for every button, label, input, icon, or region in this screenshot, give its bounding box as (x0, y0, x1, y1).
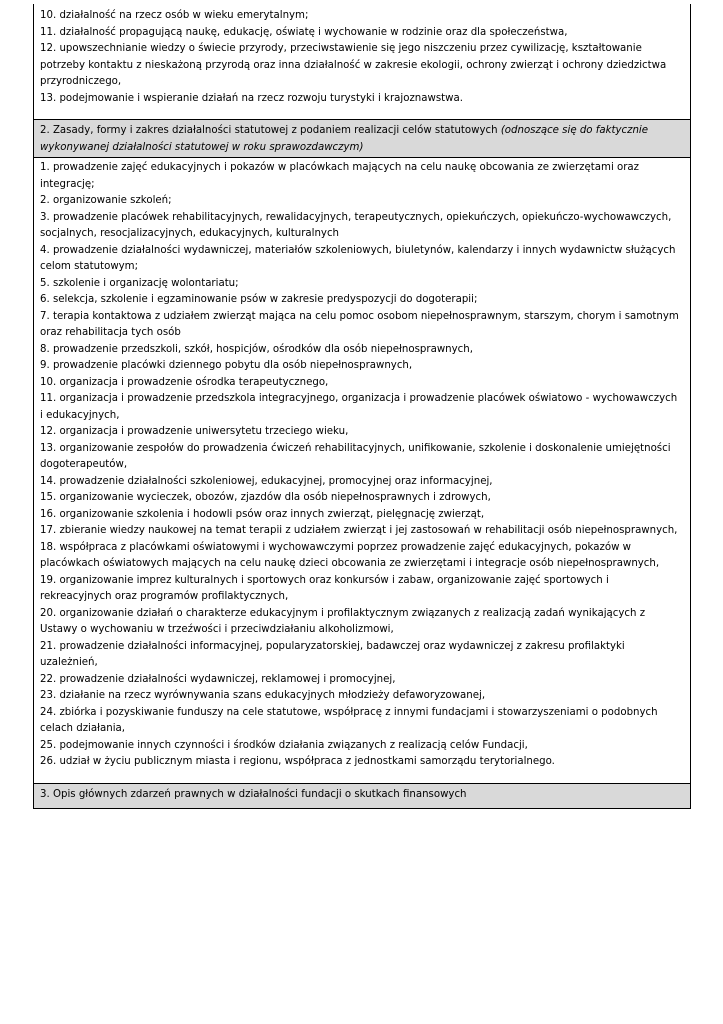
activity-item: 23. działanie na rzecz wyrównywania szans edukacyjnych młodzieży defaworyzowanej, (40, 690, 486, 701)
section-3-header (34, 784, 690, 810)
goal-item: 10. działalność na rzecz osób w wieku emerytalnym; (40, 10, 309, 21)
activity-item: 17. zbieranie wiedzy naukowej na temat terapii z udziałem zwierząt i jej zastosowań w rehabilitacji osób niepełnosprawnych, (40, 525, 678, 536)
activity-item: 3. prowadzenie placówek rehabilitacyjnych, rewalidacyjnych, terapeutycznych, opiekuńczych, opiekuńczo-wychowawczych, socjalnych, resocjalizacyjnych, edukacyjnych, kulturalnych (40, 211, 672, 239)
goal-item: 13. podejmowanie i wspieranie działań na rzecz rozwoju turystyki i krajoznawstwa. (40, 92, 463, 104)
activity-item: 16. organizowanie szkolenia i hodowli psów oraz innych zwierząt, pielęgnację zwierząt, (40, 508, 485, 520)
section-2-subtitle: (odnoszące się do faktycznie wykonywanej działalności statutowej w roku sprawozdawczym) (40, 125, 649, 153)
activity-item: 8. prowadzenie przedszkoli, szkół, hospicjów, ośrodków dla osób niepełnosprawnych, (40, 343, 473, 355)
activity-item: 26. udział w życiu publicznym miasta i regionu, współpraca z jednostkami samorządu terytorialnego. (40, 756, 555, 767)
goal-item: 11. działalność propagującą naukę, edukację, oświatę i wychowanie w rodzinie oraz dla społeczeństwa, (40, 26, 568, 38)
activity-item: 20. organizowanie działań o charakterze edukacyjnym i profilaktycznym związanych z realizacją zadań wynikających z Ustawy o wychowaniu w trzeźwości i przeciwdziałaniu alkoholizmowi, (40, 607, 646, 635)
activity-item: 24. zbiórka i pozyskiwanie funduszy na cele statutowe, współpracę z innymi fundacjami i stowarzyszeniami o podobnych celach działania, (40, 706, 658, 734)
activity-item: 4. prowadzenie działalności wydawniczej, materiałów szkoleniowych, biuletynów, kalendarzy i innych wydawnictw służących celom statutowym; (40, 244, 676, 272)
activity-item: 12. organizacja i prowadzenie uniwersytetu trzeciego wieku, (40, 426, 349, 437)
activity-item: 15. organizowanie wycieczek, obozów, zjazdów dla osób niepełnosprawnych i zdrowych, (40, 492, 491, 503)
section-3-title: 3. Opis głównych zdarzeń prawnych w działalności fundacji o skutkach finansowych (40, 788, 467, 800)
activity-item: 5. szkolenie i organizację wolontariatu; (40, 277, 239, 289)
activity-item: 19. organizowanie imprez kulturalnych i sportowych oraz konkursów i zabaw, organizowanie zajęć sportowych i rekreacyjnych oraz programów profilaktycznych, (40, 574, 609, 602)
section-2-header (34, 120, 690, 158)
statutory-goals-cell (34, 4, 690, 120)
goal-item: 12. upowszechnianie wiedzy o świecie przyrody, przeciwstawienie się jego niszczeniu przez cywilizację, kształtowanie potrzeby kontaktu z nieskażoną przyrodą oraz inna działalność w zakresie ekologii, ochrony zwierząt i ochrony dziedzictwa przyrodniczego, (40, 43, 667, 87)
activity-item: 21. prowadzenie działalności informacyjnej, popularyzatorskiej, badawczej oraz wydawniczej z zakresu profilaktyki uzależnień, (40, 640, 625, 668)
activity-item: 2. organizowanie szkoleń; (40, 195, 172, 206)
activity-item: 1. prowadzenie zajęć edukacyjnych i pokazów w placówkach mających na celu naukę obcowania ze zwierzętami oraz integrację; (40, 162, 640, 190)
activity-item: 11. organizacja i prowadzenie przedszkola integracyjnego, organizacja i prowadzenie placówek oświatowo - wychowawczych i edukacyjnych, (40, 393, 678, 421)
section-2-title: 2. Zasady, formy i zakres działalności statutowej z podaniem realizacji celów statutowych (40, 125, 498, 136)
activity-item: 9. prowadzenie placówki dziennego pobytu dla osób niepełnosprawnych, (40, 360, 413, 371)
activity-item: 22. prowadzenie działalności wydawniczej, reklamowej i promocyjnej, (40, 673, 396, 685)
activities-cell (34, 158, 690, 784)
activity-item: 18. współpraca z placówkami oświatowymi i wychowawczymi poprzez prowadzenie zajęć edukacyjnych, pokazów w placówkach oświatowych mających na celu naukę dzieci obcowania ze zwierzętami i integracje osób niepełnosprawnych, (40, 541, 660, 569)
activity-item: 25. podejmowanie innych czynności i środków działania związanych z realizacją celów Fundacji, (40, 739, 528, 751)
activity-item: 7. terapia kontaktowa z udziałem zwierząt mająca na celu pomoc osobom niepełnosprawnym, starszym, chorym i samotnym oraz rehabilitacja tych osób (40, 310, 679, 338)
activity-item: 10. organizacja i prowadzenie ośrodka terapeutycznego, (40, 376, 329, 388)
activity-item: 14. prowadzenie działalności szkoleniowej, edukacyjnej, promocyjnej oraz informacyjnej, (40, 475, 493, 487)
activity-item: 6. selekcja, szkolenie i egzaminowanie psów w zakresie predyspozycji do dogoterapii; (40, 294, 478, 305)
activity-item: 13. organizowanie zespołów do prowadzenia ćwiczeń rehabilitacyjnych, unifikowanie, szkolenie i doskonalenie umiejętności dogoterapeutów, (40, 442, 671, 470)
report-table (33, 4, 691, 809)
